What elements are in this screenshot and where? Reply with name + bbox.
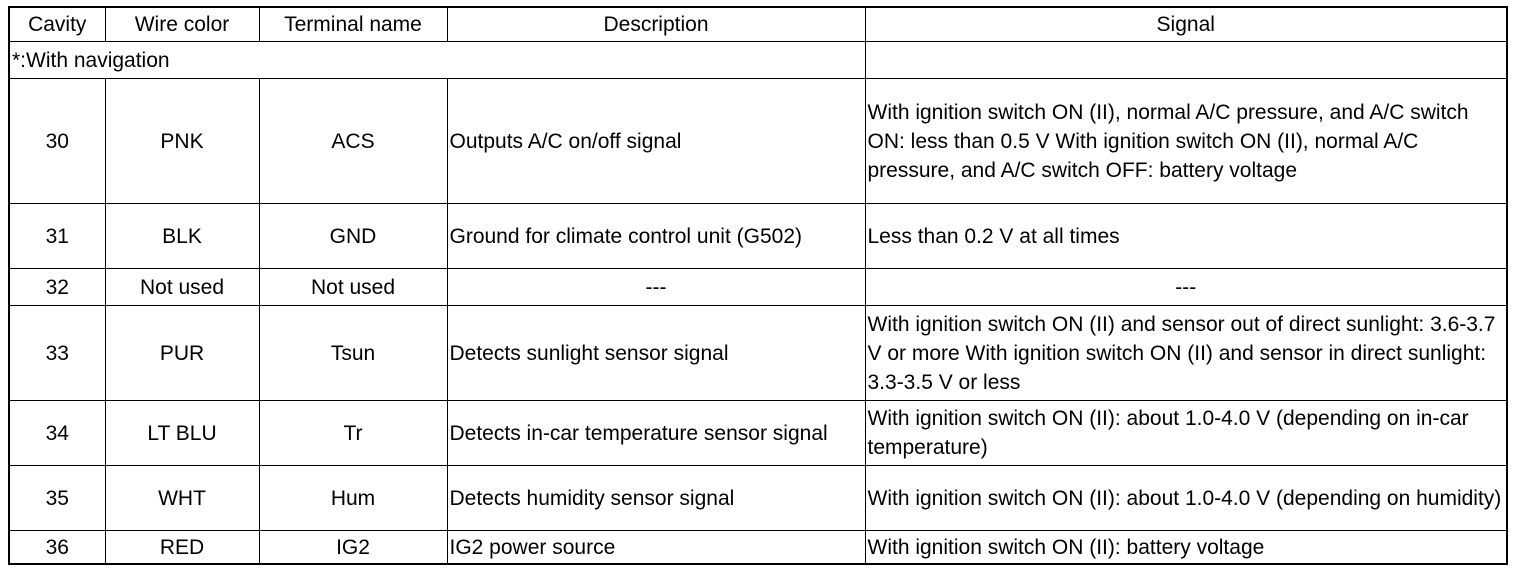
description-cell: Detects in-car temperature sensor signal — [447, 401, 865, 466]
signal-cell: With ignition switch ON (II): battery voltage — [865, 531, 1507, 565]
wire-color-cell: RED — [105, 531, 259, 565]
description-cell: Detects humidity sensor signal — [447, 466, 865, 531]
header-signal: Signal — [865, 7, 1507, 42]
terminal-name-cell: Tr — [259, 401, 447, 466]
cavity-cell: 35 — [9, 466, 105, 531]
wire-color-cell: Not used — [105, 269, 259, 306]
terminal-name-cell: Not used — [259, 269, 447, 306]
wire-color-cell: BLK — [105, 204, 259, 269]
description-cell: Detects sunlight sensor signal — [447, 306, 865, 401]
note-row — [9, 42, 1507, 79]
wire-color-cell: LT BLU — [105, 401, 259, 466]
terminal-name-cell: IG2 — [259, 531, 447, 565]
description-cell: --- — [447, 269, 865, 306]
description-cell: Ground for climate control unit (G502) — [447, 204, 865, 269]
cavity-cell: 32 — [9, 269, 105, 306]
cavity-cell: 31 — [9, 204, 105, 269]
header-terminal-name: Terminal name — [259, 7, 447, 42]
table-row — [9, 306, 1507, 401]
signal-cell: --- — [865, 269, 1507, 306]
terminal-name-cell: ACS — [259, 79, 447, 204]
description-cell: IG2 power source — [447, 531, 865, 565]
header-description: Description — [447, 7, 865, 42]
header-wire-color: Wire color — [105, 7, 259, 42]
terminal-name-cell: GND — [259, 204, 447, 269]
signal-cell: With ignition switch ON (II): about 1.0-4.0 V (depending on humidity) — [865, 466, 1507, 531]
signal-cell: With ignition switch ON (II): about 1.0-4.0 V (depending on in-car temperature) — [865, 401, 1507, 466]
cavity-cell: 34 — [9, 401, 105, 466]
table-row — [9, 466, 1507, 531]
table-row — [9, 204, 1507, 269]
header-row — [9, 7, 1507, 42]
signal-cell: Less than 0.2 V at all times — [865, 204, 1507, 269]
terminal-table — [8, 6, 1508, 565]
wire-color-cell: WHT — [105, 466, 259, 531]
table-row — [9, 79, 1507, 204]
table-row — [9, 531, 1507, 565]
header-cavity: Cavity — [9, 7, 105, 42]
cavity-cell: 33 — [9, 306, 105, 401]
cavity-cell: 30 — [9, 79, 105, 204]
wire-color-cell: PUR — [105, 306, 259, 401]
signal-cell: With ignition switch ON (II) and sensor out of direct sunlight: 3.6-3.7 V or more With ignition switch ON (II) and sensor in direct sunlight: 3.3-3.5 V or less — [865, 306, 1507, 401]
table-row — [9, 269, 1507, 306]
terminal-name-cell: Tsun — [259, 306, 447, 401]
wire-color-cell: PNK — [105, 79, 259, 204]
table-row — [9, 401, 1507, 466]
description-cell: Outputs A/C on/off signal — [447, 79, 865, 204]
navigation-note: *:With navigation — [9, 42, 865, 79]
signal-cell: With ignition switch ON (II), normal A/C pressure, and A/C switch ON: less than 0.5 V With ignition switch ON (II), normal A/C pressure, and A/C switch OFF: battery voltage — [865, 79, 1507, 204]
terminal-name-cell: Hum — [259, 466, 447, 531]
cavity-cell: 36 — [9, 531, 105, 565]
note-empty-cell — [865, 42, 1507, 79]
